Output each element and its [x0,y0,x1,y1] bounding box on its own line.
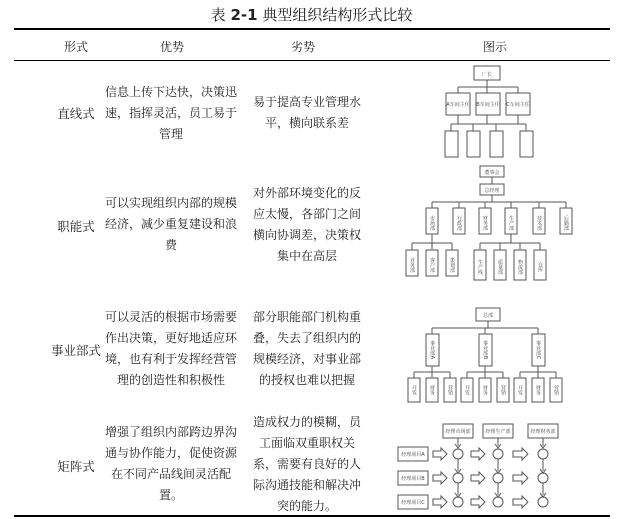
functional-dept-label: 生产部 [508,215,514,231]
row-form-linear: 直线式 [57,106,95,121]
table-caption: 表 2-1 典型组织结构形式比较 [210,6,413,24]
matrix-col-label: 经理市场部 [445,429,471,435]
header-form: 形式 [63,40,88,54]
functional-second-label: 总经理 [484,188,500,194]
matrix-col-label: 经理生产部 [485,429,511,435]
functional-sub-label: 仓库 [537,262,543,272]
matrix-row-label: 经理项目C [401,500,425,506]
functional-sub-label: 客户部 [429,257,435,273]
header-diagram: 图示 [482,40,507,54]
divisional-func-label: 营销 [500,385,506,395]
functional-sub-label: 策划部 [449,257,455,273]
divisional-div-label: 事业部C [535,340,541,360]
diagram-matrix [398,424,558,509]
row-disadvantage-matrix: 造成权力的模糊，员工面临双重职权关系，需要有良好的人际沟通技能和解决冲突的能力。 [252,415,361,513]
functional-dept-label: 技术部 [536,215,542,231]
functional-dept-label: 市场部 [429,215,435,231]
divisional-div-label: 事业部B [482,340,488,360]
functional-dept-label: 后勤部 [563,215,569,231]
divisional-div-label: 事业部A [429,340,435,360]
row-advantage-divisional: 可以灵活的根据市场需要作出决策，更好地适应环境，也有利于发挥经营管理的创造性和积极性 [104,310,237,387]
diagram-linear [445,66,533,157]
functional-sub-label: 质量部 [497,259,503,275]
linear-top-label: 厂长 [481,72,493,78]
matrix-col-label: 经理财务部 [530,429,556,435]
row-disadvantage-linear: 易于提高专业管理水平，横向联系差 [252,95,361,130]
divisional-func-label: 开发 [464,385,470,395]
divisional-func-label: 开发 [411,385,417,395]
matrix-row-label: 经理项目B [401,476,425,482]
row-disadvantage-divisional: 部分职能部门机构重叠，失去了组织内的规模经济，对事业部的授权也难以把握 [252,310,361,387]
row-advantage-linear: 信息上传下达快，决策迅速，指挥灵活，员工易于管理 [104,85,237,141]
row-advantage-functional: 可以实现组织内部的规模经济，减少重复建设和浪费 [104,196,237,252]
header-advantage: 优势 [159,40,184,54]
row-form-divisional: 事业部式 [50,343,101,358]
linear-mid-label-c: C车间主任 [506,102,530,108]
divisional-func-label: 营销 [447,385,453,395]
matrix-row-label: 经理项目A [401,452,425,458]
divisional-func-label: 营销 [553,385,559,395]
row-disadvantage-functional: 对外部环境变化的反应太慢，各部门之间横向协调差，决策权集中在高层 [252,186,361,263]
row-form-functional: 职能式 [57,219,95,234]
functional-sub-label: 物流部 [517,259,523,275]
divisional-func-label: 开发 [517,385,523,395]
divisional-func-label: 财务 [429,385,435,395]
row-advantage-matrix: 增强了组织内部跨边界沟通与协作能力，促使资源在不同产品线间灵活配置。 [104,425,237,502]
divisional-func-label: 财务 [482,385,488,395]
divisional-func-label: 财务 [535,385,541,395]
functional-dept-label: 财务部 [482,215,488,231]
linear-mid-label-a: A车间主任 [446,102,470,108]
row-form-matrix: 矩阵式 [57,459,95,474]
functional-sub-label: 业务部 [409,257,415,273]
functional-sub-label: 生产线 [477,259,483,275]
linear-mid-label-b: B车间主任 [476,102,500,108]
functional-top-label: 董事会 [484,170,500,176]
functional-dept-label: 行政部 [456,215,462,231]
divisional-top-label: 总部 [482,313,494,319]
header-disadvantage: 劣势 [290,40,315,54]
